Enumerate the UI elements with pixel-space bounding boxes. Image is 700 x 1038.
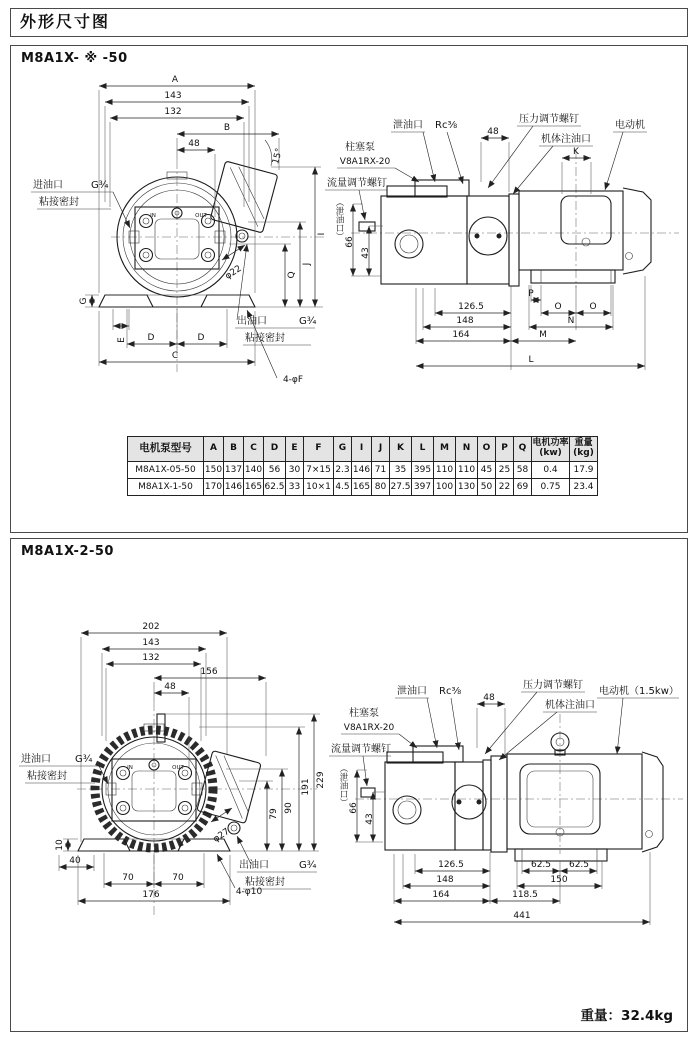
table-cell: 45 [478, 462, 496, 479]
table-header-cell-17: 电机功率 (kw) [532, 437, 570, 462]
table-header-cell-6: F [304, 437, 334, 462]
flow-screw-label: 流量调节螺钉 [327, 178, 387, 189]
motor-label: 电动机 [615, 120, 645, 131]
dim-label-I: I [317, 232, 327, 236]
base-dimensions [55, 839, 262, 905]
table-row [128, 479, 598, 496]
table-cell: 165 [352, 479, 372, 496]
table-cell: 71 [372, 462, 390, 479]
dim-label-62-5b: 62.5 [568, 860, 590, 870]
model-label-2: M8A1X-2-50 [21, 544, 114, 559]
outlet-port-label: 出油口 [239, 860, 269, 871]
dim-label-66: 66 [349, 802, 359, 814]
dim-label-126-5: 126.5 [438, 860, 464, 870]
dim-label-143: 143 [164, 91, 182, 101]
center-lines [355, 714, 683, 854]
table-cell: 110 [434, 462, 456, 479]
table-cell: 23.4 [570, 479, 598, 496]
dim-label-48: 48 [188, 139, 200, 149]
holes-label: 4-φ10 [235, 887, 263, 897]
table-cell: M8A1X-05-50 [128, 462, 204, 479]
table-cell: 2.3 [334, 462, 352, 479]
dim-label-148: 148 [456, 316, 474, 326]
table-cell: 27.5 [390, 479, 412, 496]
table-header-cell-1: A [204, 437, 224, 462]
left-dimensions [349, 770, 385, 842]
inlet-seal-label: 粘接密封 [27, 771, 67, 782]
callout-labels [329, 678, 679, 807]
motor-label: 电动机（1.5kw） [599, 686, 679, 697]
dim-label-43: 43 [361, 247, 371, 259]
dim-label-66: 66 [345, 236, 355, 248]
table-header-cell-11: L [412, 437, 434, 462]
table-cell: 165 [244, 479, 264, 496]
table-header-cell-3: C [244, 437, 264, 462]
dim-label-70b: 70 [172, 873, 184, 883]
front-view-drawing-2 [11, 614, 356, 929]
table-header-row [128, 437, 598, 462]
pressure-screw-label: 压力调节螺钉 [519, 114, 579, 125]
dim-label-D2: D [197, 333, 205, 343]
dim-label-B: B [223, 123, 231, 133]
table-cell: 69 [514, 479, 532, 496]
table-cell: 25 [496, 462, 514, 479]
table-header-cell-8: I [352, 437, 372, 462]
table-cell: 56 [264, 462, 286, 479]
dim-label-148: 148 [436, 875, 454, 885]
table-cell: 80 [372, 479, 390, 496]
dimension-table [127, 436, 598, 496]
dim-label-Q: Q [287, 271, 297, 279]
dim-label-C: C [171, 351, 179, 361]
dim-label-K: K [573, 147, 579, 157]
section-m8a1x-2-50 [10, 538, 688, 1032]
fill-port-label: 机体注油口 [545, 700, 595, 711]
dim-label-164: 164 [432, 890, 450, 900]
table-cell: M8A1X-1-50 [128, 479, 204, 496]
side-view-drawing-1 [323, 98, 688, 398]
dim-label-L: L [528, 355, 534, 365]
drain-port-label: 泄油口 [393, 120, 423, 131]
inlet-seal-label: 粘接密封 [39, 197, 79, 208]
drain-paren-label: （泄油口） [338, 764, 348, 807]
thread-label: Rc⅜ [435, 120, 458, 131]
dim-label-202: 202 [142, 622, 160, 632]
dim-label-M: M [539, 330, 547, 340]
table-header-cell-18: 重量 (kg) [570, 437, 598, 462]
dim-label-48: 48 [164, 682, 176, 692]
pressure-screw-label: 压力调节螺钉 [523, 680, 583, 691]
dim-label-79: 79 [269, 808, 279, 820]
dim-label-441: 441 [513, 911, 531, 921]
table-cell: 58 [514, 462, 532, 479]
dim-label-E: E [117, 337, 127, 343]
angle-label: 15° [271, 147, 285, 166]
table-cell: 10×1 [304, 479, 334, 496]
bottom-dimensions [416, 276, 645, 370]
weight-note [581, 1004, 673, 1024]
outlet-size-label: G¾ [299, 860, 317, 871]
dim-label-A: A [171, 75, 179, 85]
drain-port-label: 泄油口 [397, 686, 427, 697]
table-cell: 0.4 [532, 462, 570, 479]
inlet-labels [31, 178, 130, 228]
pump-model-label: V8A1RX-20 [343, 723, 395, 733]
dim-label-164: 164 [452, 330, 470, 340]
outlet-port-label: 出油口 [237, 316, 267, 327]
dim-label-176: 176 [142, 890, 160, 900]
motor-side-outline [507, 733, 663, 861]
flow-screw-label: 流量调节螺钉 [331, 744, 391, 755]
holes-label: 4-φF [282, 375, 304, 385]
table-header-cell-2: B [224, 437, 244, 462]
table-header-cell-7: G [334, 437, 352, 462]
thread-label: Rc⅜ [439, 686, 462, 697]
table-cell: 146 [224, 479, 244, 496]
front-view-drawing-1 [15, 72, 375, 402]
table-cell: 4.5 [334, 479, 352, 496]
table-cell: 0.75 [532, 479, 570, 496]
model-label-1: M8A1X- ※ -50 [21, 51, 128, 66]
dim-label-62-5a: 62.5 [530, 860, 552, 870]
outlet-seal-label: 粘接密封 [245, 877, 285, 888]
piston-pump-label: 柱塞泵 [349, 708, 379, 719]
dim-label-O1: O [554, 302, 562, 312]
table-cell: 7×15 [304, 462, 334, 479]
side-view-drawing-2 [327, 654, 688, 944]
dim-label-70a: 70 [122, 873, 134, 883]
table-header-cell-15: P [496, 437, 514, 462]
table-header-cell-0: 电机泵型号 [128, 437, 204, 462]
page-title: 外形尺寸图 [20, 12, 111, 31]
inlet-port-label: 进油口 [33, 180, 63, 191]
page-title-bar [10, 8, 688, 37]
dia-label: φ22 [223, 263, 244, 282]
k-dimension [562, 147, 591, 194]
dim-label-43: 43 [365, 813, 375, 825]
dim-label-G: G [79, 297, 89, 305]
table-cell: 397 [412, 479, 434, 496]
inlet-size-label: G¾ [91, 180, 109, 191]
table-cell: 50 [478, 479, 496, 496]
dim-label-132: 132 [142, 653, 160, 663]
face-in-label: IN [150, 213, 156, 219]
dim-label-O2: O [589, 302, 597, 312]
table-cell: 35 [390, 462, 412, 479]
outlet-seal-label: 粘接密封 [245, 333, 285, 344]
dim-label-48: 48 [483, 693, 495, 703]
dim-label-N: N [567, 316, 575, 326]
dim-label-191: 191 [301, 778, 311, 796]
table-header-cell-14: O [478, 437, 496, 462]
dim-label-229: 229 [316, 771, 326, 789]
table-row [128, 462, 598, 479]
face-in-label: IN [127, 765, 133, 771]
weight-value: 32.4kg [621, 1008, 673, 1024]
dim-label-126-5: 126.5 [458, 302, 484, 312]
inlet-size-label: G¾ [75, 754, 93, 765]
section-m8a1x-star-50 [10, 45, 688, 533]
table-cell: 62.5 [264, 479, 286, 496]
dim-label-150: 150 [550, 875, 568, 885]
dim-label-132: 132 [164, 107, 182, 117]
table-header-cell-4: D [264, 437, 286, 462]
inlet-port-label: 进油口 [21, 754, 51, 765]
dim-label-156: 156 [200, 667, 218, 677]
table-header-cell-9: J [372, 437, 390, 462]
weight-label: 重量： [580, 1008, 622, 1024]
pump-side-outline [361, 746, 507, 852]
table-header-cell-12: M [434, 437, 456, 462]
dim-label-40: 40 [69, 856, 81, 866]
dim-label-10: 10 [55, 839, 65, 851]
outlet-size-label: G¾ [299, 316, 317, 327]
table-header-cell-10: K [390, 437, 412, 462]
dim-label-118-5: 118.5 [512, 890, 538, 900]
dim-label-90: 90 [284, 802, 294, 814]
table-cell: 17.9 [570, 462, 598, 479]
dia-label: φ27 [211, 826, 232, 845]
table-cell: 140 [244, 462, 264, 479]
face-out-label: OUT [172, 765, 184, 771]
callout-labels [325, 112, 647, 241]
dim-label-143: 143 [142, 638, 160, 648]
drain-paren-label: （泄油口） [334, 198, 344, 241]
dim-label-P: P [528, 289, 534, 299]
table-cell: 150 [204, 462, 224, 479]
bottom-dimensions [394, 852, 650, 925]
table-header-cell-13: N [456, 437, 478, 462]
top-dimensions [99, 75, 279, 293]
table-cell: 100 [434, 479, 456, 496]
fill-port-label: 机体注油口 [541, 134, 591, 145]
table-cell: 110 [456, 462, 478, 479]
piston-pump-label: 柱塞泵 [345, 142, 375, 153]
face-out-label: OUT [195, 213, 207, 219]
dim-label-D1: D [147, 333, 155, 343]
table-cell: 137 [224, 462, 244, 479]
table-cell: 395 [412, 462, 434, 479]
table-cell: 170 [204, 479, 224, 496]
pump-model-label: V8A1RX-20 [339, 157, 391, 167]
outlet-labels [237, 836, 317, 889]
dim-label-J: J [302, 262, 312, 266]
dim-label-48: 48 [487, 127, 499, 137]
table-header-cell-16: Q [514, 437, 532, 462]
table-cell: 33 [286, 479, 304, 496]
table-cell: 22 [496, 479, 514, 496]
table-cell: 30 [286, 462, 304, 479]
right-dimensions [222, 147, 327, 307]
table-cell: 146 [352, 462, 372, 479]
table-cell: 130 [456, 479, 478, 496]
motor-side-outline [519, 188, 651, 283]
table-header-cell-5: E [286, 437, 304, 462]
